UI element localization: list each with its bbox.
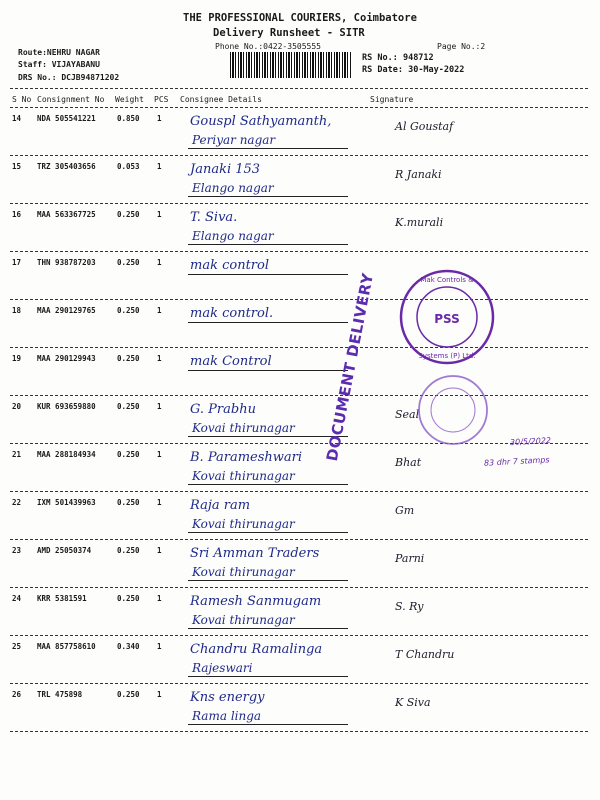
table-row	[0, 300, 600, 348]
row-weight: 0.250	[117, 546, 140, 555]
consignee-signature: S. Ry	[395, 600, 424, 613]
row-consignment: IXM 501439963	[37, 498, 96, 507]
consignee-address: Kovai thirunagar	[192, 565, 295, 579]
staff	[18, 60, 100, 69]
consignee-address: Rajeswari	[192, 661, 253, 675]
route	[18, 48, 100, 57]
handwriting-underline	[188, 436, 348, 437]
handwriting-underline	[188, 244, 348, 245]
rs-no-value: 948712	[402, 53, 434, 63]
consignee-signature: Gm	[395, 504, 415, 517]
consignee-name: Gouspl Sathyamanth,	[190, 114, 332, 129]
row-pcs: 1	[157, 402, 162, 411]
row-weight: 0.250	[117, 258, 140, 267]
consignee-signature: Parni	[395, 552, 425, 565]
secondary-seal	[416, 373, 490, 447]
rs-date-value: 30-May-2022	[408, 65, 465, 75]
row-sno: 19	[12, 354, 22, 363]
row-weight: 0.250	[117, 354, 140, 363]
row-pcs: 1	[157, 258, 162, 267]
runsheet-title: Delivery Runsheet - SITR	[213, 27, 365, 39]
row-sno: 17	[12, 258, 22, 267]
consignee-signature: Bhat	[395, 456, 422, 469]
consignee-address: Kovai thirunagar	[192, 421, 295, 435]
col-signature: Signature	[370, 95, 414, 104]
consignee-name: T. Siva.	[190, 210, 238, 225]
row-pcs: 1	[157, 210, 162, 219]
secondary-seal-inner	[431, 388, 475, 432]
consignee-signature: Seal	[395, 408, 420, 421]
row-weight: 0.053	[117, 162, 140, 171]
row-consignment: TRL 475898	[37, 690, 83, 699]
table-row	[0, 252, 600, 300]
table-row	[0, 156, 600, 204]
table-row	[0, 204, 600, 252]
table-row	[0, 108, 600, 156]
consignee-address: Kovai thirunagar	[192, 517, 295, 531]
row-weight: 0.250	[117, 402, 140, 411]
seal-top-text: Mak Controls &	[420, 276, 474, 284]
route-value: NEHRU NAGAR	[46, 48, 100, 57]
row-sno: 25	[12, 642, 22, 651]
consignee-address: Periyar nagar	[192, 133, 276, 147]
row-weight: 0.250	[117, 306, 140, 315]
seal-center-text: PSS	[434, 312, 460, 326]
row-weight: 0.250	[117, 690, 140, 699]
row-consignment: THN 938787203	[37, 258, 96, 267]
page-number: Page No.:2	[437, 42, 486, 51]
route-label: Route:	[18, 48, 47, 57]
consignee-signature: Al Goustaf	[395, 120, 454, 133]
handwriting-underline	[188, 148, 348, 149]
row-separator	[10, 731, 588, 732]
consignee-name: Ramesh Sanmugam	[190, 594, 322, 609]
row-pcs: 1	[157, 690, 162, 699]
row-pcs: 1	[157, 354, 162, 363]
row-consignment: MAA 290129765	[37, 306, 96, 315]
handwriting-underline	[188, 676, 348, 677]
consignee-name: Chandru Ramalinga	[190, 642, 323, 657]
col-sno: S No	[12, 95, 32, 104]
secondary-seal-ring	[419, 376, 487, 444]
consignee-address: Kovai thirunagar	[192, 469, 295, 483]
company-title: THE PROFESSIONAL COURIERS, Coimbatore	[183, 12, 417, 24]
handwriting-underline	[188, 370, 348, 371]
row-sno: 18	[12, 306, 22, 315]
row-consignment: KUR 693659880	[37, 402, 96, 411]
consignee-signature: K.murali	[395, 216, 444, 229]
row-consignment: MAA 288184934	[37, 450, 96, 459]
row-weight: 0.250	[117, 594, 140, 603]
handwriting-underline	[188, 484, 348, 485]
table-row	[0, 588, 600, 636]
consignee-signature: K Siva	[395, 696, 431, 709]
row-sno: 16	[12, 210, 22, 219]
col-weight: Weight	[115, 95, 144, 104]
handwriting-underline	[188, 532, 348, 533]
consignee-name: B. Parameshwari	[190, 450, 303, 465]
table-row	[0, 636, 600, 684]
row-pcs: 1	[157, 306, 162, 315]
row-consignment: MAA 857758610	[37, 642, 96, 651]
col-pcs: PCS	[154, 95, 169, 104]
row-weight: 0.340	[117, 642, 140, 651]
table-row	[0, 540, 600, 588]
handwriting-underline	[188, 196, 348, 197]
drs-value: DCJB94871202	[61, 73, 120, 82]
staff-label: Staff:	[18, 60, 47, 69]
row-pcs: 1	[157, 642, 162, 651]
handwriting-underline	[188, 628, 348, 629]
row-pcs: 1	[157, 546, 162, 555]
handwriting-underline	[188, 274, 348, 275]
row-consignment: KRR 5381591	[37, 594, 87, 603]
consignee-name: mak control	[190, 258, 269, 273]
handwriting-underline	[188, 580, 348, 581]
row-weight: 0.250	[117, 498, 140, 507]
table-row	[0, 396, 600, 444]
row-weight: 0.850	[117, 114, 140, 123]
row-pcs: 1	[157, 162, 162, 171]
header-top-rule	[10, 88, 588, 89]
consignee-address: Elango nagar	[192, 181, 274, 195]
handwriting-underline	[188, 724, 348, 725]
stamp-vertical-text: DOCUMENT DELIVERY	[322, 271, 378, 463]
table-row	[0, 492, 600, 540]
row-pcs: 1	[157, 450, 162, 459]
row-sno: 20	[12, 402, 22, 411]
rs-number	[362, 53, 434, 63]
phone-number: Phone No.:0422-3505555	[215, 42, 321, 51]
col-consignment: Consignment No	[37, 95, 105, 104]
row-pcs: 1	[157, 114, 162, 123]
table-row	[0, 684, 600, 732]
consignee-signature: T Chandru	[395, 648, 455, 661]
row-pcs: 1	[157, 498, 162, 507]
row-sno: 15	[12, 162, 22, 171]
row-consignment: MAA 563367725	[37, 210, 96, 219]
row-pcs: 1	[157, 594, 162, 603]
row-sno: 23	[12, 546, 22, 555]
consignee-address: Elango nagar	[192, 229, 274, 243]
stamp-note-date: 30/5/2022	[509, 435, 552, 448]
consignee-name: mak Control	[190, 354, 272, 369]
consignee-address: Rama linga	[192, 709, 262, 723]
row-sno: 22	[12, 498, 22, 507]
seal-bottom-text: Systems (P) Ltd.	[418, 352, 476, 360]
stamp-note-count: 83 dhr 7 stamps	[483, 455, 550, 468]
handwriting-underline	[188, 322, 348, 323]
col-details: Consignee Details	[180, 95, 262, 104]
consignee-name: mak control.	[190, 306, 274, 321]
consignee-name: Kns energy	[190, 690, 265, 705]
drs-number	[18, 73, 119, 82]
drs-label: DRS No.:	[18, 73, 57, 82]
company-seal	[398, 268, 496, 366]
row-consignment: MAA 290129943	[37, 354, 96, 363]
row-sno: 21	[12, 450, 22, 459]
row-weight: 0.250	[117, 450, 140, 459]
consignee-name: Raja ram	[190, 498, 251, 513]
consignee-signature: R Janaki	[395, 168, 442, 181]
row-sno: 26	[12, 690, 22, 699]
rs-no-label: RS No.:	[362, 53, 398, 63]
consignee-name: G. Prabhu	[190, 402, 256, 417]
row-consignment: AMD 25050374	[37, 546, 92, 555]
table-row	[0, 348, 600, 396]
row-consignment: TRZ 305403656	[37, 162, 96, 171]
barcode	[230, 52, 352, 78]
consignee-address: Kovai thirunagar	[192, 613, 295, 627]
staff-value: VIJAYABANU	[51, 60, 100, 69]
rs-date-label: RS Date:	[362, 65, 403, 75]
consignee-name: Janaki 153	[190, 162, 261, 177]
row-consignment: NDA 505541221	[37, 114, 96, 123]
row-weight: 0.250	[117, 210, 140, 219]
table-row	[0, 444, 600, 492]
row-sno: 14	[12, 114, 22, 123]
rs-date	[362, 65, 464, 75]
row-sno: 24	[12, 594, 22, 603]
consignee-name: Sri Amman Traders	[190, 546, 320, 561]
